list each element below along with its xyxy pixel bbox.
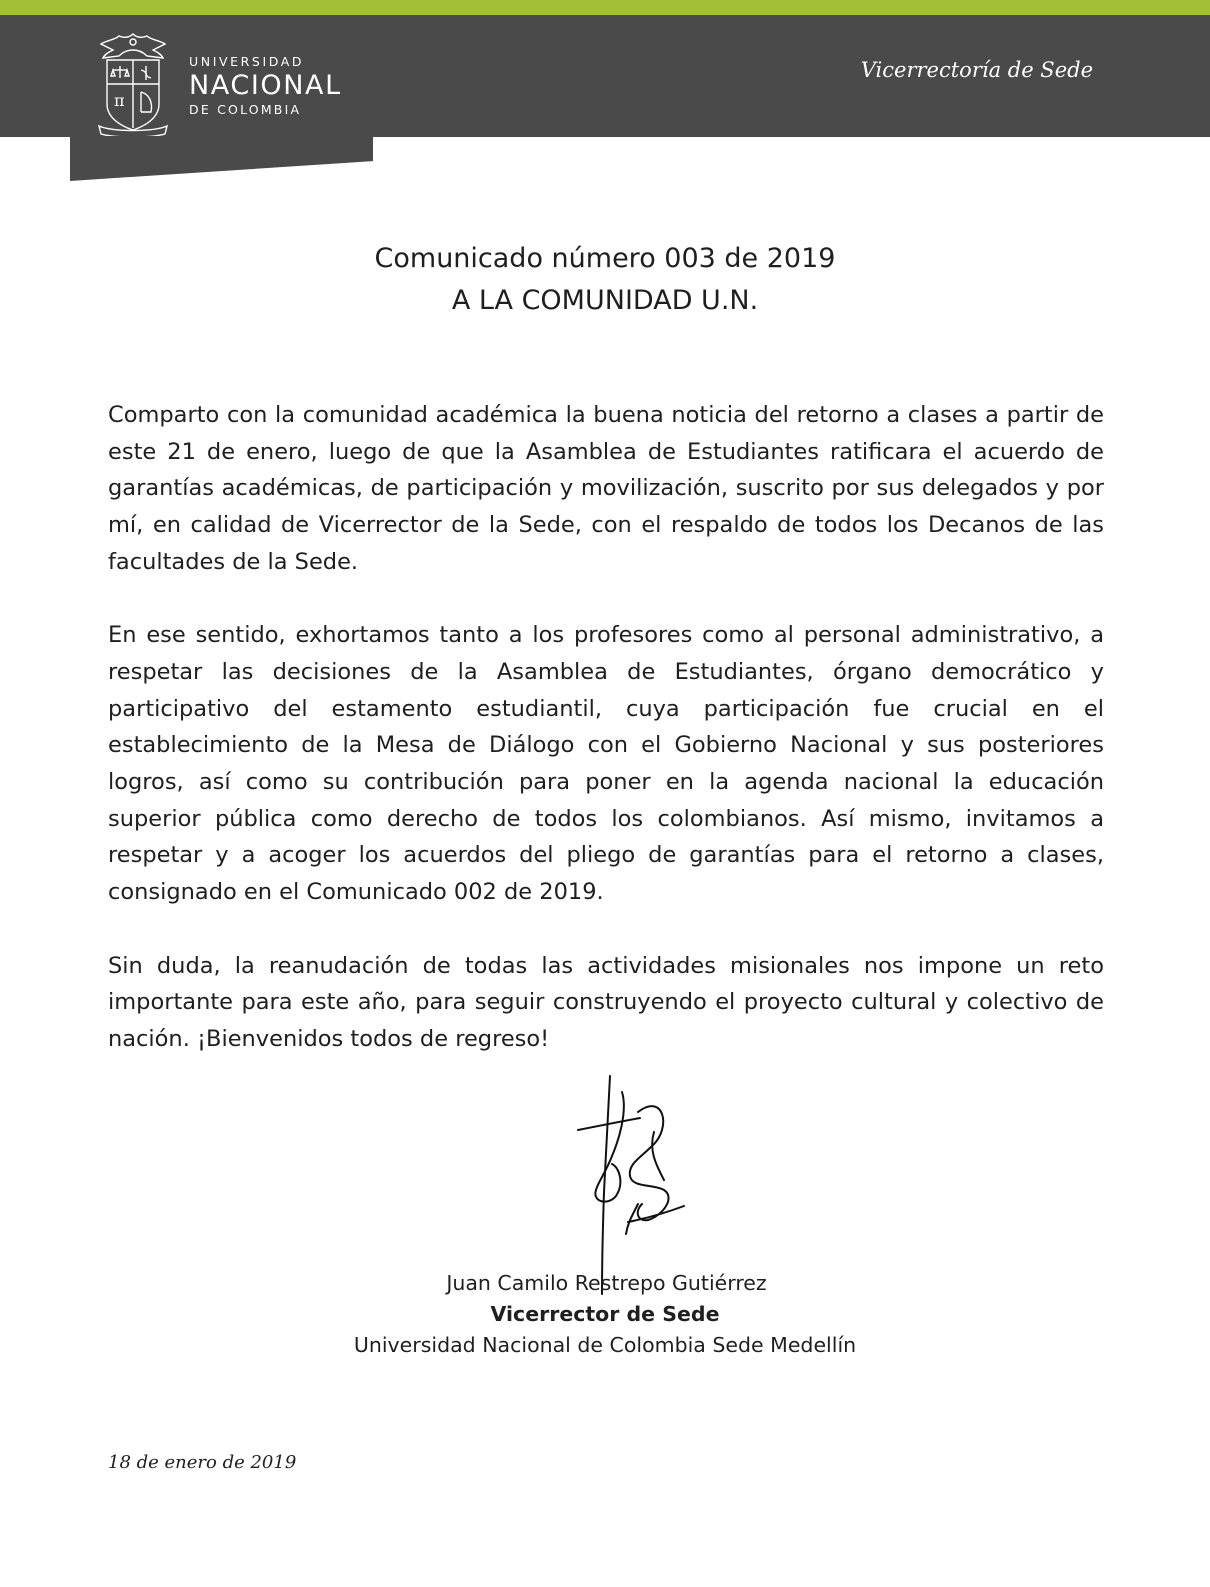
- body-paragraph: En ese sentido, exhortamos tanto a los profesores como al personal administrativo, a respetar las decisiones de la Asamblea de Estudiantes, órgano democrático y participativo del estamento estudiantil, cuya participación fue crucial en el establecimiento de la Mesa de Diálogo con el Gobierno Nacional y sus posteriores logros, así como su contribución para poner en la agenda nacional la educación superior pública como derecho de todos los colombianos. Así mismo, invitamos a respetar y a acoger los acuerdos del pliego de garantías para el retorno a clases, consignado en el Comunicado 002 de 2019.: [108, 622, 1104, 906]
- body-paragraph: Sin duda, la reanudación de todas las actividades misionales nos impone un reto importante para este año, para seguir construyendo el proyecto cultural y colectivo de nación. ¡Bienvenidos todos de regreso!: [108, 952, 1104, 1052]
- document-date: 18 de enero de 2019: [108, 1452, 297, 1473]
- signer-institution: Universidad Nacional de Colombia Sede Medellín: [353, 1333, 857, 1357]
- document-title: [0, 238, 1210, 322]
- signer-block: [0, 1268, 1210, 1361]
- svg-text:π: π: [114, 91, 125, 110]
- top-accent-bar: [0, 0, 1210, 15]
- title-line2: A LA COMUNIDAD U.N.: [451, 285, 759, 316]
- university-crest-icon: [93, 30, 173, 136]
- signer-role: Vicerrector de Sede: [490, 1302, 720, 1326]
- title-line1: Comunicado número 003 de 2019: [374, 243, 836, 274]
- university-line2: NACIONAL: [189, 70, 342, 101]
- office-label: Vicerrectoría de Sede: [860, 58, 1093, 82]
- university-line1: UNIVERSIDAD: [189, 54, 305, 69]
- university-wordmark: [189, 54, 342, 118]
- signer-name: Juan Camilo Restrepo Gutiérrez: [446, 1271, 767, 1295]
- body-paragraph: Comparto con la comunidad académica la buena noticia del retorno a clases a partir de este 21 de enero, luego de que la Asamblea de Estudiantes ratificara el acuerdo de garantías académicas, de participación y movilización, suscrito por sus delegados y por mí, en calidad de Vicerrector de la Sede, con el respaldo de todos los Decanos de las facultades de la Sede.: [108, 402, 1104, 575]
- university-line3: DE COLOMBIA: [189, 102, 302, 117]
- document-body: [108, 397, 1104, 1094]
